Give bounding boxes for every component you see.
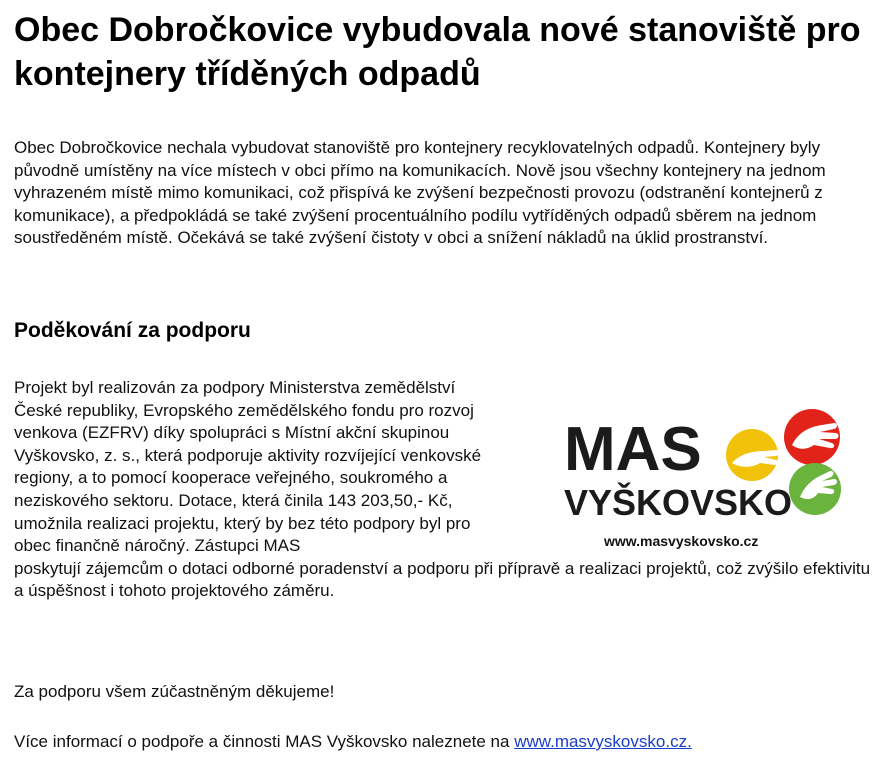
thanks-paragraph: Za podporu všem zúčastněným děkujeme! xyxy=(14,682,335,701)
article-title: Obec Dobročkovice vybudovala nové stanoviště pro kontejnery tříděných odpadů xyxy=(14,11,861,93)
logo-mas-text: MAS xyxy=(564,415,702,484)
intro-paragraph: Obec Dobročkovice nechala vybudovat stanoviště pro kontejnery recyklovatelných odpadů. Kontejnery byly původně umístěny na více místech v obci přímo na komunikacích. Nově jsou všechny kontejnery na jednom vyhrazeném místě mimo komunikaci, což přispívá ke zvýšení bezpečnosti provozu (odstranění kontejnerů z komunikace), a předpokládá se také zvýšení procentuálního podílu vytříděných odpadů sběrem na jednom soustředěném místě. Očekává se také zvýšení čistoty v obci a snížení nákladů na úklid prostranství. xyxy=(14,138,826,248)
more-info-paragraph xyxy=(14,731,692,753)
green-hand-circle xyxy=(789,463,841,515)
masvyskovsko-link[interactable]: www.masvyskovsko.cz. xyxy=(514,732,692,751)
support-heading: Poděkování za podporu xyxy=(14,319,251,342)
logo-vyskovsko-text: VYŠKOVSKO xyxy=(564,482,793,523)
logo-url-text: www.masvyskovsko.cz xyxy=(604,533,759,549)
support-text-narrow: Projekt byl realizován za podpory Ministerstva zemědělství České republiky, Evropského zemědělského fondu pro rozvoj venkova (EZFRV) díky spolupráci s Místní akční skupinou Vyškovsko, z. s., která podporuje aktivity rozvíjející venkovské regiony, a to pomocí kooperace veřejného, soukromého a neziskového sektoru. Dotace, která činila 143 203,50,- Kč, umožnila realizaci projektu, který by bez této podpory byl pro obec finančně náročný. Zástupci MAS xyxy=(14,378,482,556)
more-info-text: Více informací o podpoře a činnosti MAS Vyškovsko naleznete na xyxy=(14,732,515,751)
yellow-hand-circle xyxy=(726,429,779,481)
support-text-wide: poskytují zájemcům o dotaci odborné poradenství a podporu při přípravě a realizaci projektů, což zvýšilo efektivitu a úspěšnost i tohoto projektového záměru. xyxy=(14,558,871,601)
red-hand-circle xyxy=(784,409,840,465)
